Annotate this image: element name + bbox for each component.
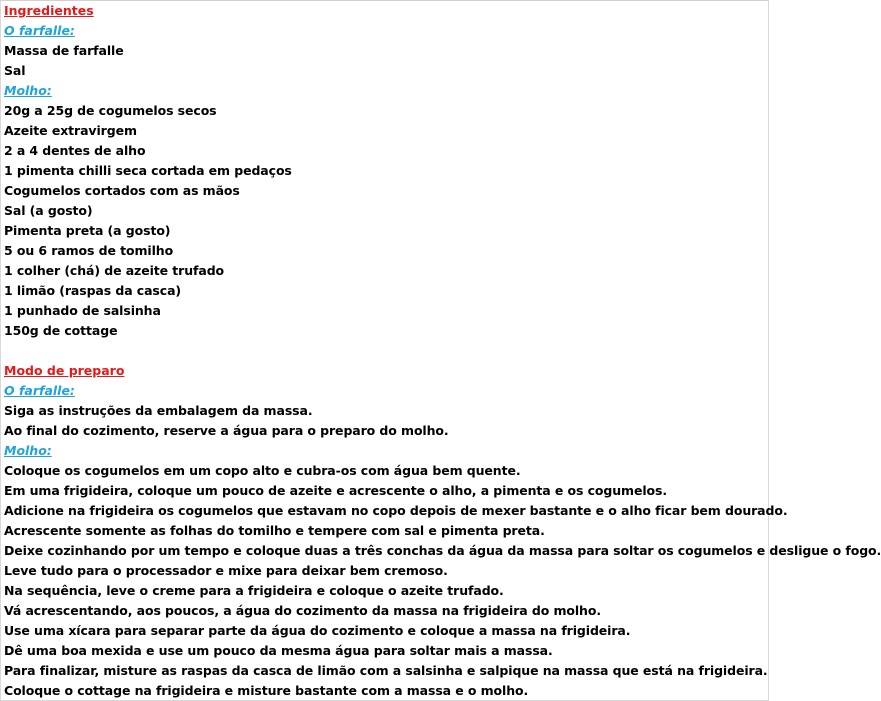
preparation-step: Coloque os cogumelos em um copo alto e cubra-os com água bem quente. <box>4 463 521 478</box>
preparation-sauce-heading: Molho: <box>4 443 52 458</box>
ingredient-item: 2 a 4 dentes de alho <box>4 143 146 158</box>
preparation-step: Vá acrescentando, aos poucos, a água do cozimento da massa na frigideira do molho. <box>4 603 601 618</box>
preparation-step: Em uma frigideira, coloque um pouco de azeite e acrescente o alho, a pimenta e os cogumelos. <box>4 483 668 498</box>
preparation-title: Modo de preparo <box>4 363 125 378</box>
ingredient-item: 1 limão (raspas da casca) <box>4 283 182 298</box>
preparation-step: Para finalizar, misture as raspas da casca de limão com a salsinha e salpique na massa que está na frigideira. <box>4 663 768 678</box>
ingredient-item: 1 punhado de salsinha <box>4 303 161 318</box>
preparation-step: Coloque o cottage na frigideira e misture bastante com a massa e o molho. <box>4 683 529 698</box>
ingredient-item: Azeite extravirgem <box>4 123 137 138</box>
preparation-step: Ao final do cozimento, reserve a água para o preparo do molho. <box>4 423 449 438</box>
ingredient-item: Pimenta preta (a gosto) <box>4 223 171 238</box>
preparation-step: Na sequência, leve o creme para a frigideira e coloque o azeite trufado. <box>4 583 504 598</box>
ingredient-item: Sal (a gosto) <box>4 203 93 218</box>
preparation-farfalle-heading: O farfalle: <box>4 383 75 398</box>
ingredient-item: 5 ou 6 ramos de tomilho <box>4 243 174 258</box>
preparation-step: Siga as instruções da embalagem da massa. <box>4 403 313 418</box>
ingredient-item: Cogumelos cortados com as mãos <box>4 183 240 198</box>
ingredient-item: Massa de farfalle <box>4 43 124 58</box>
ingredient-item: 1 pimenta chilli seca cortada em pedaços <box>4 163 292 178</box>
ingredient-item: 20g a 25g de cogumelos secos <box>4 103 217 118</box>
ingredients-title: Ingredientes <box>4 3 94 18</box>
ingredient-item: Sal <box>4 63 26 78</box>
preparation-step: Deixe cozinhando por um tempo e coloque duas a três conchas da água da massa para soltar os cogumelos e desligue o fogo. <box>4 543 881 558</box>
ingredient-item: 150g de cottage <box>4 323 118 338</box>
preparation-step: Dê uma boa mexida e use um pouco da mesma água para soltar mais a massa. <box>4 643 553 658</box>
ingredients-sauce-heading: Molho: <box>4 83 52 98</box>
preparation-step: Adicione na frigideira os cogumelos que estavam no copo depois de mexer bastante e o alho ficar bem dourado. <box>4 503 788 518</box>
blank-row <box>1 341 768 361</box>
ingredient-item: 1 colher (chá) de azeite trufado <box>4 263 225 278</box>
ingredients-farfalle-heading: O farfalle: <box>4 23 75 38</box>
preparation-step: Leve tudo para o processador e mixe para deixar bem cremoso. <box>4 563 448 578</box>
preparation-step: Acrescente somente as folhas do tomilho e tempere com sal e pimenta preta. <box>4 523 545 538</box>
preparation-step: Use uma xícara para separar parte da água do cozimento e coloque a massa na frigideira. <box>4 623 631 638</box>
